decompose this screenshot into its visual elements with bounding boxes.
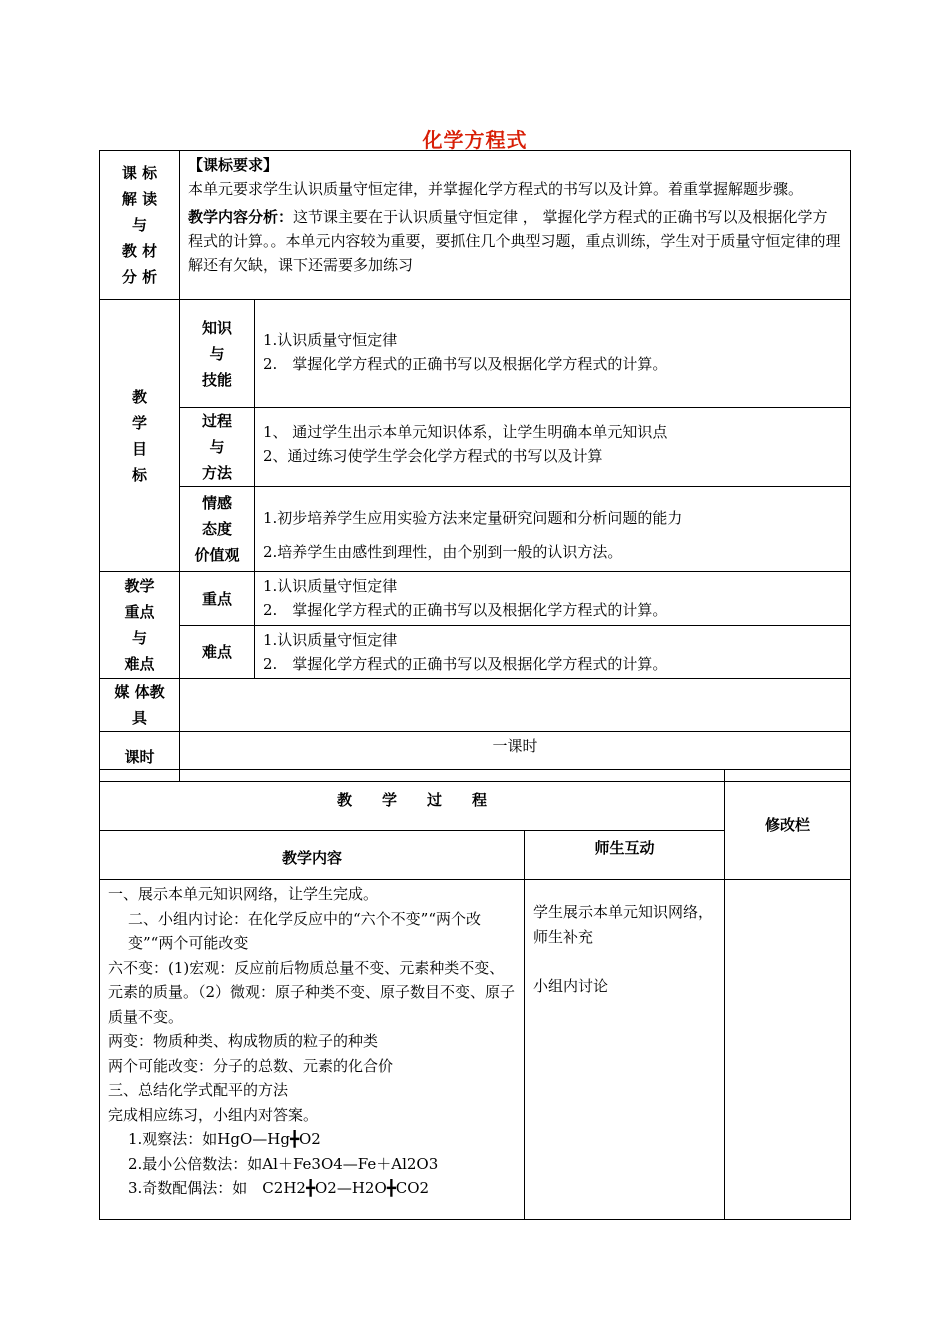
label-line: 方法 [201, 464, 232, 482]
content-line: 六不变：(1)宏观：反应前后物质总量不变、元素种类不变、元素的质量。（2）微观：原子种类不变、原子数目不变、原子质量不变。 [108, 958, 516, 1026]
content-line: 二、小组内讨论：在化学反应中的“六个不变”“两个改变”“两个可能改变 [128, 909, 482, 952]
focus-label [100, 572, 180, 679]
label-line: 态度 [201, 520, 232, 538]
label-line: 教 [131, 387, 147, 406]
label-line: 情感 [201, 494, 232, 512]
label-line: 分 析 [121, 268, 158, 286]
label-line: 技能 [201, 370, 232, 389]
req-text: 本单元要求学生认识质量守恒定律，并掌握化学方程式的书写以及计算。着重掌握解题步骤。 [188, 180, 804, 198]
label-line: 难点 [124, 655, 155, 673]
key-point-content [255, 572, 851, 626]
focus-line: 2. 掌握化学方程式的正确书写以及根据化学方程式的计算。 [263, 655, 668, 673]
label-line: 课 标 [121, 164, 158, 182]
label-line: 与 [209, 344, 225, 363]
content-line: 1.观察法：如HgO—Hg╋O2 [128, 1130, 321, 1148]
label-line: 与 [131, 629, 147, 647]
goal-sub-label [180, 408, 255, 487]
label-line: 教学 [124, 577, 155, 595]
analysis-text: 这节课主要在于认识质量守恒定律 ， 掌握化学方程式的正确书写以及根据化学方程式的计算。。本单元内容较为重要，要抓住几个典型习题，重点训练，学生对于质量守恒定律的理解还有欠缺，课下还需要多加练习 [188, 208, 841, 274]
revise-cell [725, 880, 851, 1220]
label-line: 教 材 [121, 242, 158, 260]
label-line: 过程 [201, 412, 232, 430]
revise-column-label: 修改栏 [725, 770, 851, 880]
process-interaction [525, 880, 725, 1220]
interaction-column-label: 师生互动 [525, 831, 725, 880]
goal-line: 1.初步培养学生应用实验方法来定量研究问题和分析问题的能力 [263, 509, 683, 527]
content-column-label: 教学内容 [100, 831, 525, 880]
label-line: 具 [131, 709, 147, 727]
label-line: 学 [131, 413, 147, 432]
analysis-heading: 教学内容分析： [188, 208, 294, 226]
label-line: 知识 [201, 318, 232, 337]
process-table [99, 769, 851, 1220]
media-content [180, 679, 851, 732]
label-line: 媒 体教 [114, 683, 165, 701]
label-line: 与 [209, 438, 225, 456]
interaction-line: 学生展示本单元知识网络，师生补充 [533, 903, 714, 946]
goal-content [255, 300, 851, 408]
media-label [100, 679, 180, 732]
label-line: 重点 [124, 603, 155, 621]
req-heading: 【课标要求】 [188, 156, 279, 174]
goal-sub-label [180, 487, 255, 572]
difficulty-content [255, 626, 851, 679]
label-line: 标 [131, 465, 147, 484]
content-line: 3.奇数配偶法：如 C2H2╋O2—H2O╋CO2 [128, 1179, 430, 1197]
content-line: 两个可能改变：分子的总数、元素的化合价 [108, 1056, 394, 1075]
focus-line: 2. 掌握化学方程式的正确书写以及根据化学方程式的计算。 [263, 601, 668, 619]
label-line: 解 读 [121, 190, 158, 208]
plan-table [99, 150, 851, 782]
page-title: 化学方程式 [422, 128, 528, 152]
focus-line: 1.认识质量守恒定律 [263, 577, 398, 595]
period-label: 课时 [100, 732, 180, 782]
process-content [100, 880, 525, 1220]
content-line: 完成相应练习，小组内对答案。 [108, 1105, 319, 1124]
label-line: 价值观 [194, 546, 240, 564]
content-line: 一、展示本单元知识网络，让学生完成。 [108, 885, 379, 903]
process-heading: 教 学 过 程 [100, 770, 725, 831]
content-line: 两变：物质种类、构成物质的粒子的种类 [108, 1032, 379, 1050]
content-line: 三、总结化学式配平的方法 [108, 1081, 289, 1099]
curriculum-label [100, 151, 180, 300]
label-line: 与 [131, 216, 147, 234]
interaction-line: 小组内讨论 [533, 977, 609, 995]
goal-sub-label [180, 300, 255, 408]
goal-line: 2、通过练习使学生学会化学方程式的书写以及计算 [263, 447, 603, 465]
goals-label [100, 300, 180, 572]
goal-line: 2.培养学生由感性到理性，由个别到一般的认识方法。 [263, 543, 623, 561]
goal-line: 1.认识质量守恒定律 [263, 331, 398, 349]
goal-content [255, 408, 851, 487]
content-line: 2.最小公倍数法：如Al＋Fe3O4—Fe＋Al2O3 [128, 1154, 439, 1173]
goal-content [255, 487, 851, 572]
difficulty-label: 难点 [180, 626, 255, 679]
goal-line: 2. 掌握化学方程式的正确书写以及根据化学方程式的计算。 [263, 355, 668, 373]
goal-line: 1、 通过学生出示本单元知识体系，让学生明确本单元知识点 [263, 423, 668, 441]
curriculum-content [180, 151, 851, 300]
label-line: 目 [131, 439, 147, 458]
focus-line: 1.认识质量守恒定律 [263, 631, 398, 649]
period-content: 一课时 [180, 732, 851, 782]
key-point-label: 重点 [180, 572, 255, 626]
